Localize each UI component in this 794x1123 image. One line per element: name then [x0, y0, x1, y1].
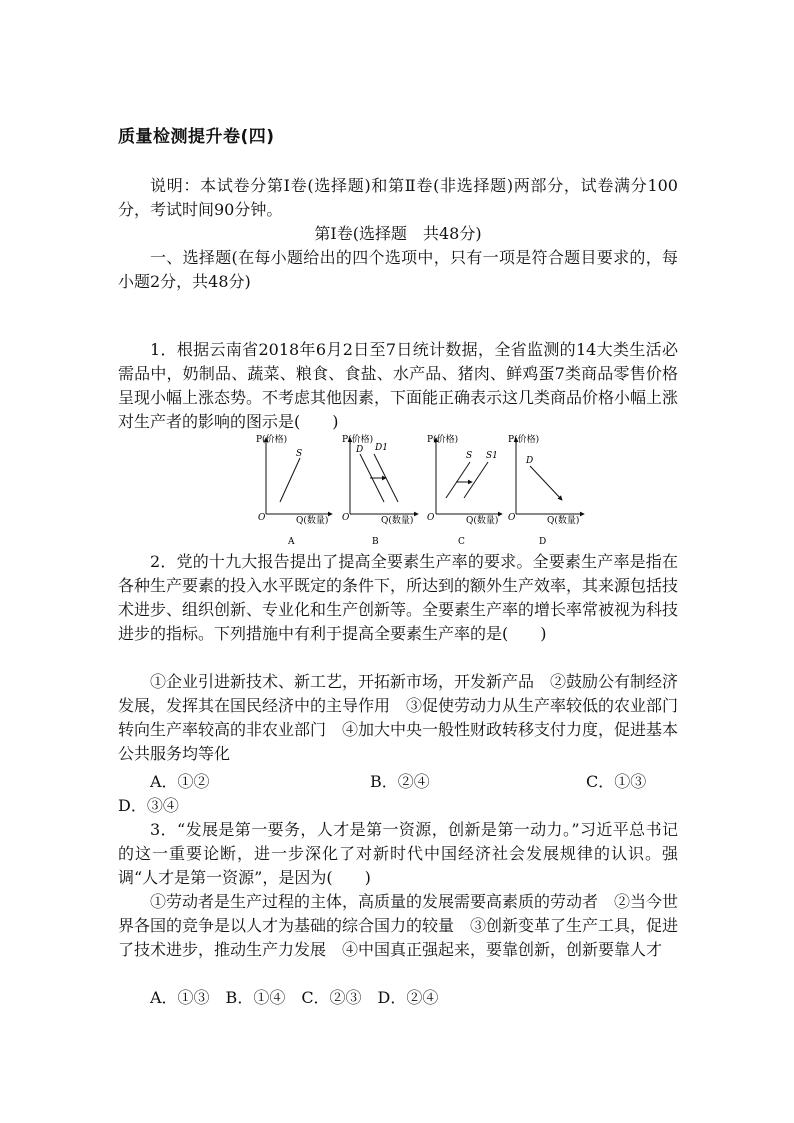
question-1-stem: 1．根据云南省2018年6月2日至7日统计数据，全省监测的14大类生活必需品中，奶制品、蔬菜、粮食、食盐、水产品、猪肉、鲜鸡蛋7类商品零售价格呈现小幅上涨态势。不考虑其他因素，下面能正确表示这几类商品价格小幅上涨对生产者的影响的图示是( ) [118, 340, 679, 431]
question-2-option-b: B．②④ [370, 772, 430, 791]
graph-d-origin: O [508, 513, 516, 523]
section1-header: 一、选择题(在每小题给出的四个选项中，只有一项是符合题目要求的，每小题2分，共48分) [118, 248, 678, 291]
graph-d-letter: D [539, 537, 547, 547]
graph-b-ylabel: P(价格) [342, 435, 374, 445]
question-3-items: ①劳动者是生产过程的主体，高质量的发展需要高素质的劳动者 ②当今世界各国的竞争是以人才为基础的综合国力的较量 ③创新变革了生产工具，促进了技术进步，推动生产力发展 ④中国真正强起来，要靠创新，创新要靠人才 [118, 892, 679, 959]
graph-b [342, 433, 418, 547]
part1-header: 第Ⅰ卷(选择题 共48分) [314, 224, 482, 243]
question-2-option-a: A．①② [150, 772, 210, 791]
graph-c-supply-curve-1 [464, 462, 488, 498]
graph-d-demand-curve [530, 466, 562, 500]
question-2-option-d: D．③④ [118, 796, 179, 815]
graph-c-origin: O [427, 513, 435, 523]
question-2-items: ①企业引进新技术、新工艺，开拓新市场，开发新产品 ②鼓励公有制经济发展，发挥其在国民经济中的主导作用 ③促使劳动力从生产率较低的农业部门转向生产率较高的非农业部门 ④加大中央一般性财政转移支付力度，促进基本公共服务均等化 [118, 672, 679, 763]
graph-d-curve-label: D [526, 456, 534, 466]
graph-b-origin: O [342, 513, 350, 523]
question-2-option-c: C．①③ [586, 772, 647, 791]
question-3-options: A．①③ B．①④ C．②③ D．②④ [150, 988, 439, 1007]
question-1-graphs [250, 430, 590, 548]
graph-a-origin: O [258, 513, 266, 523]
graph-b-curve-label-d1: D1 [375, 443, 388, 453]
graph-c-curve-label-s1: S1 [486, 451, 498, 461]
graph-a [256, 433, 332, 547]
graph-a-supply-curve [280, 458, 300, 502]
question-3-stem: 3．“发展是第一要务，人才是第一资源，创新是第一动力。”习近平总书记的这一重要论断，进一步深化了对新时代中国经济社会发展规律的认识。强调“人才是第一资源”，是因为( ) [118, 820, 678, 887]
instructions: 说明：本试卷分第Ⅰ卷(选择题)和第Ⅱ卷(非选择题)两部分，试卷满分100分，考试时间90分钟。 [118, 176, 678, 219]
graph-c-xlabel: Q(数量) [466, 516, 499, 526]
graph-b-letter: B [372, 537, 379, 547]
graph-a-curve-label: S [296, 449, 303, 459]
graph-d-xlabel: Q(数量) [547, 516, 580, 526]
graph-c-supply-curve [446, 462, 470, 498]
graph-c-ylabel: P(价格) [427, 435, 459, 445]
graph-d-ylabel: P(价格) [508, 435, 540, 445]
page-title: 质量检测提升卷(四) [118, 127, 275, 147]
graph-a-letter: A [288, 537, 295, 547]
graph-d [508, 433, 584, 547]
graph-c [427, 433, 502, 547]
graph-b-xlabel: Q(数量) [381, 516, 414, 526]
graph-b-curve-label-d: D [356, 445, 364, 455]
question-2-stem: 2．党的十九大报告提出了提高全要素生产率的要求。全要素生产率是指在各种生产要素的投入水平既定的条件下，所达到的额外生产效率，其来源包括技术进步、组织创新、专业化和生产创新等。全要素生产率的增长率常被视为科技进步的指标。下列措施中有利于提高全要素生产率的是( ) [118, 552, 679, 643]
graph-c-letter: C [458, 537, 465, 547]
graph-a-ylabel: P(价格) [256, 435, 288, 445]
graph-a-xlabel: Q(数量) [296, 516, 329, 526]
graph-c-curve-label-s: S [466, 451, 473, 461]
